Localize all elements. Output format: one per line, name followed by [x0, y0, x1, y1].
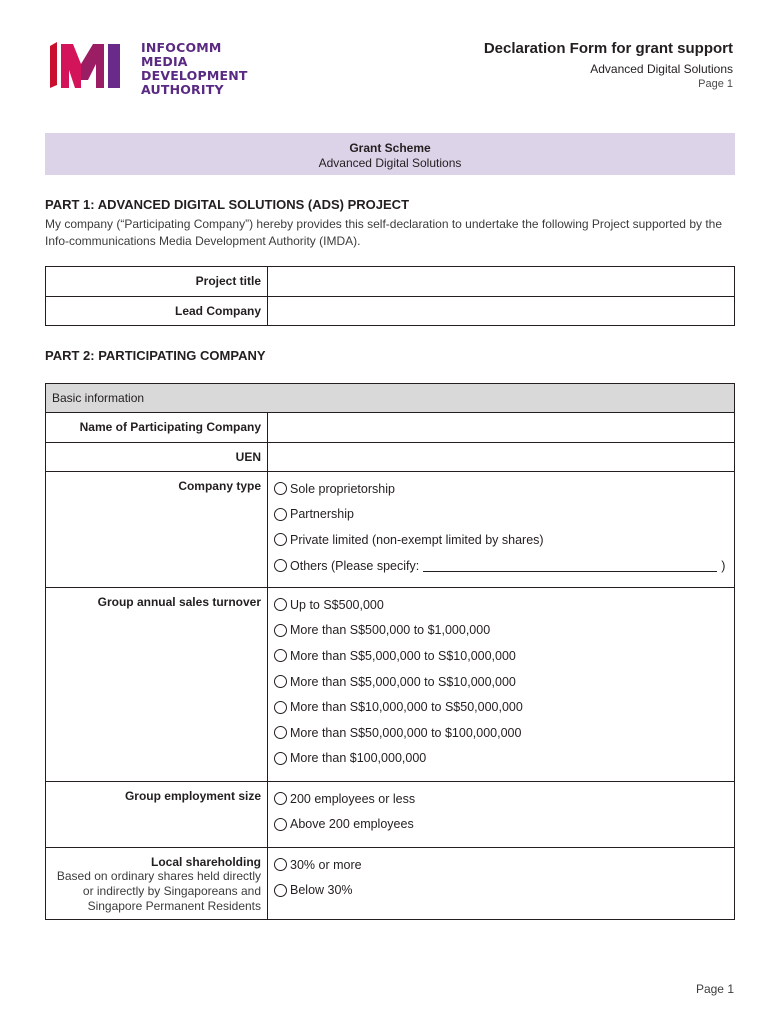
local-shareholding-label: Local shareholding — [150, 855, 261, 869]
logo-line: INFOCOMM — [141, 40, 222, 55]
part1-heading: PART 1: ADVANCED DIGITAL SOLUTIONS (ADS) PROJECT — [45, 197, 410, 212]
radio-button[interactable] — [274, 559, 287, 572]
turnover-option[interactable] — [274, 694, 728, 720]
company-type-options — [268, 472, 735, 588]
employment-size-option[interactable] — [274, 786, 728, 812]
option-label: Above 200 employees — [290, 817, 414, 832]
turnover-option[interactable] — [274, 720, 728, 746]
local-shareholding-options — [268, 848, 735, 920]
others-close-paren: ) — [721, 558, 726, 573]
option-label: 30% or more — [290, 857, 362, 872]
project-title-label: Project title — [46, 267, 268, 297]
others-specify-line[interactable] — [423, 559, 717, 572]
logo-line: DEVELOPMENT — [141, 68, 248, 83]
radio-button[interactable] — [274, 482, 287, 495]
employment-size-options — [268, 782, 735, 848]
option-label: Sole proprietorship — [290, 481, 395, 496]
participating-company-table — [45, 383, 735, 920]
option-label: More than S$500,000 to $1,000,000 — [290, 623, 491, 638]
radio-button[interactable] — [274, 818, 287, 831]
option-label: 200 employees or less — [290, 791, 416, 806]
local-shareholding-option[interactable] — [274, 852, 728, 878]
lead-company-label: Lead Company — [46, 297, 268, 326]
option-label: Private limited (non-exempt limited by shares) — [290, 532, 544, 547]
form-title: Declaration Form for grant support — [483, 40, 733, 57]
turnover-option[interactable] — [274, 592, 728, 618]
logo-line: AUTHORITY — [141, 82, 224, 97]
project-table — [45, 266, 735, 326]
local-shareholding-note: Based on ordinary shares held directly or indirectly by Singaporeans and Singapore Permanent Residents — [56, 869, 261, 913]
uen-cell — [268, 443, 735, 472]
radio-button[interactable] — [274, 701, 287, 714]
project-title-cell — [268, 267, 735, 297]
company-type-label: Company type — [46, 472, 268, 588]
imda-logo-mark — [48, 40, 133, 88]
turnover-option[interactable] — [274, 746, 728, 772]
radio-button[interactable] — [274, 884, 287, 897]
uen-label: UEN — [46, 443, 268, 472]
project-title-input[interactable] — [268, 267, 734, 281]
local-shareholding-option[interactable] — [274, 878, 728, 904]
part1-intro: My company (“Participating Company”) hereby provides this self-declaration to undertake the following Project supported by the Info-communications Media Development Authority (IMDA). — [45, 217, 723, 248]
company-type-option[interactable] — [274, 502, 728, 528]
lead-company-input[interactable] — [268, 297, 734, 311]
logo-wordmark — [141, 41, 248, 97]
option-label: More than S$10,000,000 to S$50,000,000 — [290, 700, 523, 715]
option-label: Up to S$500,000 — [290, 597, 384, 612]
radio-button[interactable] — [274, 598, 287, 611]
grant-scheme-banner — [45, 133, 735, 175]
company-name-input[interactable] — [268, 413, 734, 427]
company-type-option[interactable] — [274, 476, 728, 502]
radio-button[interactable] — [274, 858, 287, 871]
logo-line: MEDIA — [141, 54, 188, 69]
option-label: More than S$50,000,000 to $100,000,000 — [290, 725, 522, 740]
company-name-cell — [268, 413, 735, 443]
local-shareholding-cell — [46, 848, 268, 920]
radio-button[interactable] — [274, 675, 287, 688]
employment-size-label: Group employment size — [46, 782, 268, 848]
option-label: More than $100,000,000 — [290, 751, 427, 766]
turnover-option[interactable] — [274, 643, 728, 669]
employment-size-option[interactable] — [274, 812, 728, 838]
radio-button[interactable] — [274, 752, 287, 765]
option-label: More than S$5,000,000 to S$10,000,000 — [290, 648, 516, 663]
company-type-option-others[interactable] — [274, 553, 728, 579]
radio-button[interactable] — [274, 726, 287, 739]
form-subtitle: Advanced Digital Solutions — [590, 62, 733, 76]
form-header — [484, 40, 733, 91]
radio-button[interactable] — [274, 792, 287, 805]
company-name-label: Name of Participating Company — [46, 413, 268, 443]
option-label: Others (Please specify: — [290, 558, 420, 573]
turnover-options — [268, 588, 735, 782]
radio-button[interactable] — [274, 649, 287, 662]
imda-logo — [48, 40, 248, 97]
radio-button[interactable] — [274, 508, 287, 521]
header-page-number: Page 1 — [698, 78, 733, 90]
option-label: Partnership — [290, 507, 354, 522]
part2-heading: PART 2: PARTICIPATING COMPANY — [45, 348, 266, 363]
turnover-label: Group annual sales turnover — [46, 588, 268, 782]
lead-company-cell — [268, 297, 735, 326]
turnover-option[interactable] — [274, 669, 728, 695]
option-label: Below 30% — [290, 883, 353, 898]
radio-button[interactable] — [274, 624, 287, 637]
grant-scheme-label: Grant Scheme — [349, 141, 431, 155]
grant-scheme-value: Advanced Digital Solutions — [318, 156, 462, 170]
radio-button[interactable] — [274, 533, 287, 546]
footer-page-number: Page 1 — [695, 982, 734, 996]
option-label: More than S$5,000,000 to S$10,000,000 — [290, 674, 516, 689]
company-type-option[interactable] — [274, 527, 728, 553]
uen-input[interactable] — [268, 443, 734, 457]
turnover-option[interactable] — [274, 618, 728, 644]
basic-information-header: Basic information — [46, 384, 735, 413]
